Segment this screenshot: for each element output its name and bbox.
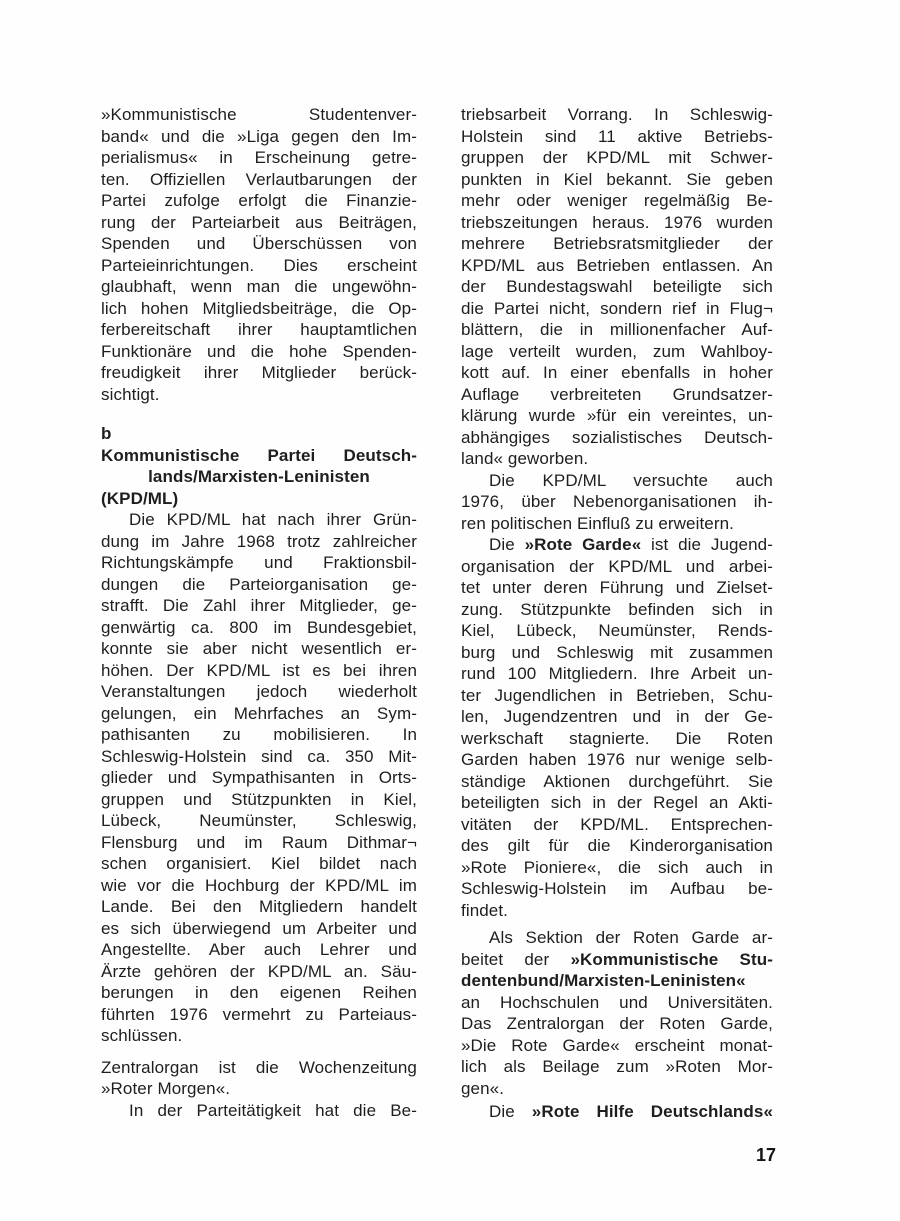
text-line: Flensburg und im Raum Dithmar¬ [101, 832, 417, 852]
text-line: Zentralorgan ist die Wochenzeitung [101, 1057, 417, 1077]
text-line: len, Jugendzentren und in der Ge- [461, 707, 773, 726]
text-line: (KPD/ML) [101, 488, 179, 508]
text-line: zung. Stützpunkte befinden sich in [461, 599, 773, 619]
text-line: des gilt für die Kinderorganisation [461, 836, 773, 855]
text-line: Funktionäre und die hohe Spenden- [101, 341, 417, 361]
text-line: genwärtig ca. 800 im Bundesgebiet, [101, 617, 417, 637]
text-line: Lübeck, Neumünster, Schleswig, [101, 811, 417, 830]
text-line: Parteieinrichtungen. Dies erscheint [101, 255, 417, 275]
paragraph [101, 509, 417, 1047]
text-line: KPD/ML aus Betrieben entlassen. An [461, 255, 773, 275]
text-line: lich hohen Mitgliedsbeiträge, die Op- [101, 298, 417, 318]
text-line: land« geworben. [461, 449, 589, 468]
text-line: lands/Marxisten-Leninisten [148, 467, 370, 486]
text-line: beitet der »Kommunistische Stu- [461, 949, 773, 969]
text-line: Schleswig-Holstein im Aufbau be- [461, 879, 773, 898]
text-line: werkschaft stagnierte. Die Roten [461, 728, 773, 748]
text-line: tet unter deren Führung und Zielset- [461, 578, 773, 597]
text-line: Schleswig-Holstein sind ca. 350 Mit- [101, 746, 417, 766]
paragraph [101, 423, 417, 509]
text-line: band« und die »Liga gegen den Im- [101, 126, 417, 146]
text-line: die Partei nicht, sondern rief in Flug¬ [461, 298, 773, 318]
text-line: Die KPD/ML hat nach ihrer Grün- [129, 510, 417, 529]
text-line: Die »Rote Hilfe Deutschlands« [489, 1102, 773, 1121]
text-line: mehr oder weniger regelmäßig Be- [461, 191, 773, 210]
text-line: Garden haben 1976 nur wenige selb- [461, 750, 773, 769]
text-line: ren politischen Einfluß zu erweitern. [461, 513, 734, 533]
text-line: Das Zentralorgan der Roten Garde, [461, 1014, 773, 1033]
text-line: führten 1976 vermehrt zu Parteiaus- [101, 1004, 417, 1024]
text-line: ständige Aktionen durchgeführt. Sie [461, 771, 773, 791]
text-line: kott auf. In einer ebenfalls in hoher [461, 363, 773, 382]
text-line: lich als Beilage zum »Roten Mor- [461, 1057, 773, 1076]
text-line: konnte sie aber nicht wesentlich er- [101, 639, 417, 658]
text-line: findet. [461, 900, 509, 920]
text-line: Richtungskämpfe und Fraktionsbil- [101, 553, 417, 572]
text-line: berungen in den eigenen Reihen [101, 983, 417, 1002]
text-line: Ärzte gehören der KPD/ML an. Säu- [101, 961, 417, 981]
page-number: 17 [755, 1145, 776, 1165]
text-line: glaubhaft, wenn man die ungewöhn- [101, 277, 417, 296]
column-right [461, 104, 773, 1123]
text-line: Holstein sind 11 aktive Betriebs- [461, 126, 773, 146]
text-line: Als Sektion der Roten Garde ar- [489, 928, 773, 947]
paragraph [461, 534, 773, 921]
text-line: triebsarbeit Vorrang. In Schleswig- [461, 105, 773, 124]
text-line: rung der Parteiarbeit aus Beiträgen, [101, 212, 417, 232]
text-line: b [101, 424, 112, 443]
text-line: pathisanten zu mobilisieren. In [101, 725, 417, 744]
text-line: höhen. Der KPD/ML ist es bei ihren [101, 660, 417, 680]
text-line: Spenden und Überschüssen von [101, 234, 417, 253]
text-line: Veranstaltungen jedoch wiederholt [101, 682, 417, 701]
text-line: schen organisiert. Kiel bildet nach [101, 854, 417, 873]
text-line: perialismus« in Erscheinung getre- [101, 148, 417, 167]
text-line: ferbereitschaft ihrer hauptamtlichen [101, 320, 417, 339]
text-line: »Die Rote Garde« erscheint monat- [461, 1035, 773, 1055]
paragraph [461, 104, 773, 470]
text-line: abhängiges sozialistisches Deutsch- [461, 427, 773, 447]
text-line: 1976, über Nebenorganisationen ih- [461, 492, 773, 511]
text-line: gen«. [461, 1078, 505, 1098]
text-line: Die KPD/ML versuchte auch [489, 470, 773, 490]
text-line: lage verteilt wurden, zum Wahlboy- [461, 341, 773, 361]
paragraph [461, 470, 773, 535]
text-line: »Roter Morgen«. [101, 1079, 231, 1098]
text-line: »Rote Pioniere«, die sich auch in [461, 857, 773, 877]
text-line: ter Jugendlichen in Betrieben, Schu- [461, 685, 773, 705]
paragraph [101, 104, 417, 405]
text-line: sichtigt. [101, 384, 160, 404]
text-line: gruppen der KPD/ML mit Schwer- [461, 148, 773, 167]
text-line: organisation der KPD/ML und arbei- [461, 556, 773, 576]
text-line: blättern, die in millionenfacher Auf- [461, 320, 773, 339]
text-line: freudigkeit ihrer Mitglieder berück- [101, 363, 417, 382]
text-line: Partei zufolge erfolgt die Finanzie- [101, 191, 417, 210]
text-line: strafft. Die Zahl ihrer Mitglieder, ge- [101, 596, 417, 615]
text-line: mehrere Betriebsratsmitglieder der [461, 234, 773, 253]
text-line: rund 100 Mitgliedern. Ihre Arbeit un- [461, 664, 773, 683]
text-line: burg und Schleswig mit zusammen [461, 642, 773, 662]
text-line: dentenbund/Marxisten-Leninisten« [461, 971, 746, 990]
text-line: vitäten der KPD/ML. Entsprechen- [461, 814, 773, 834]
text-line: der Bundestagswahl beteiligte sich [461, 277, 773, 296]
text-line: gelungen, ein Mehrfaches an Sym- [101, 703, 417, 723]
text-line: dungen die Parteiorganisation ge- [101, 574, 417, 594]
text-line: beteiligten sich in der Regel an Akti- [461, 793, 773, 812]
text-line: punkten in Kiel bekannt. Sie geben [461, 169, 773, 189]
text-line: an Hochschulen und Universitäten. [461, 992, 773, 1012]
text-line: es sich überwiegend um Arbeiter und [101, 918, 417, 938]
text-line: glieder und Sympathisanten in Orts- [101, 768, 417, 787]
text-line: gruppen und Stützpunkten in Kiel, [101, 789, 417, 809]
text-line: Angestellte. Aber auch Lehrer und [101, 940, 417, 959]
text-line: Lande. Bei den Mitgliedern handelt [101, 897, 417, 916]
column-left [101, 104, 417, 1121]
text-line: schlüssen. [101, 1026, 183, 1045]
text-line: ten. Offiziellen Verlautbarungen der [101, 169, 417, 189]
text-line: triebszeitungen heraus. 1976 wurden [461, 212, 773, 232]
text-line: Auflage verbreiteten Grundsatzer- [461, 384, 773, 404]
text-line: klärung wurde »für ein vereintes, un- [461, 406, 773, 425]
text-line: In der Parteitätigkeit hat die Be- [129, 1100, 417, 1120]
paragraph [101, 1100, 417, 1122]
paragraph [461, 1101, 773, 1123]
text-line: Kommunistische Partei Deutsch- [101, 445, 417, 465]
paragraph [101, 1057, 417, 1100]
text-line: »Kommunistische Studentenver- [101, 105, 417, 124]
paragraph [461, 927, 773, 1099]
text-line: wie vor die Hochburg der KPD/ML im [101, 875, 417, 895]
text-line: Kiel, Lübeck, Neumünster, Rends- [461, 621, 773, 640]
text-line: dung im Jahre 1968 trotz zahlreicher [101, 531, 417, 551]
text-line: Die »Rote Garde« ist die Jugend- [489, 535, 773, 554]
